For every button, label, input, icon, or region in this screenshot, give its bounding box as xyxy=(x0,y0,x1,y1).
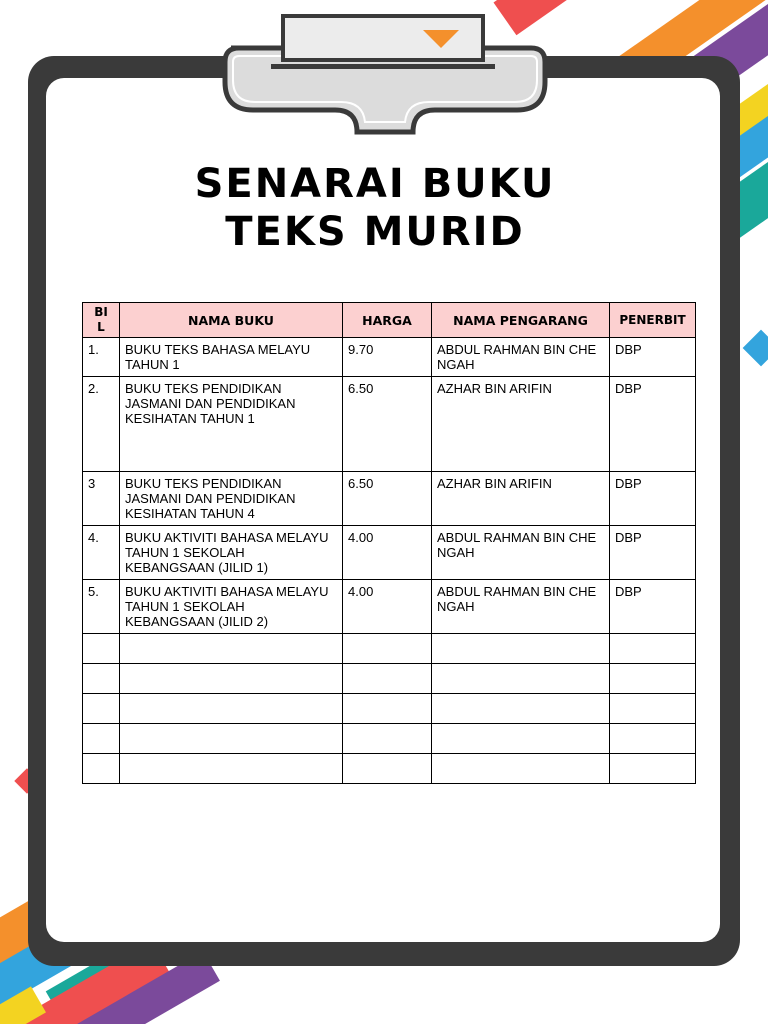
table-row xyxy=(83,526,696,580)
cell-penerbit: DBP xyxy=(610,377,696,472)
cell-penerbit: DBP xyxy=(610,472,696,526)
cell-harga: 9.70 xyxy=(343,338,432,377)
cell-nama-pengarang: ABDUL RAHMAN BIN CHE NGAH xyxy=(432,526,610,580)
empty-cell xyxy=(83,724,120,754)
cell-bil: 2. xyxy=(83,377,120,472)
empty-cell xyxy=(83,664,120,694)
cell-nama-pengarang: ABDUL RAHMAN BIN CHE NGAH xyxy=(432,338,610,377)
cell-harga: 4.00 xyxy=(343,526,432,580)
cell-harga: 6.50 xyxy=(343,377,432,472)
table-row xyxy=(83,472,696,526)
cell-bil: 5. xyxy=(83,580,120,634)
empty-cell xyxy=(120,724,343,754)
title-line-2: TEKS MURID xyxy=(225,209,525,255)
empty-cell xyxy=(610,634,696,664)
empty-cell xyxy=(610,724,696,754)
empty-cell xyxy=(432,664,610,694)
empty-cell xyxy=(610,754,696,784)
empty-table-row xyxy=(83,634,696,664)
cell-nama-buku: BUKU TEKS PENDIDIKAN JASMANI DAN PENDIDIKAN KESIHATAN TAHUN 4 xyxy=(120,472,343,526)
cell-penerbit: DBP xyxy=(610,526,696,580)
empty-table-row xyxy=(83,724,696,754)
cell-harga: 6.50 xyxy=(343,472,432,526)
book-list-table xyxy=(82,302,696,784)
empty-cell xyxy=(120,754,343,784)
empty-cell xyxy=(610,694,696,724)
empty-cell xyxy=(120,664,343,694)
empty-cell xyxy=(432,694,610,724)
empty-cell xyxy=(343,664,432,694)
empty-cell xyxy=(432,634,610,664)
clipboard-clip-icon xyxy=(215,10,555,140)
empty-table-row xyxy=(83,664,696,694)
empty-cell xyxy=(83,754,120,784)
cell-bil: 4. xyxy=(83,526,120,580)
page-title xyxy=(120,160,630,256)
table-row xyxy=(83,338,696,377)
empty-table-row xyxy=(83,754,696,784)
cell-penerbit: DBP xyxy=(610,580,696,634)
stripe xyxy=(743,330,768,367)
cell-penerbit: DBP xyxy=(610,338,696,377)
header-harga: HARGA xyxy=(343,303,432,338)
empty-cell xyxy=(432,724,610,754)
header-nama-buku: NAMA BUKU xyxy=(120,303,343,338)
header-penerbit: PENERBIT xyxy=(610,303,696,338)
header-nama-pengarang: NAMA PENGARANG xyxy=(432,303,610,338)
empty-cell xyxy=(343,754,432,784)
cell-nama-pengarang: AZHAR BIN ARIFIN xyxy=(432,472,610,526)
cell-nama-buku: BUKU TEKS PENDIDIKAN JASMANI DAN PENDIDIKAN KESIHATAN TAHUN 1 xyxy=(120,377,343,472)
cell-nama-pengarang: AZHAR BIN ARIFIN xyxy=(432,377,610,472)
header-bil: BIL xyxy=(83,303,120,338)
empty-table-row xyxy=(83,694,696,724)
cell-nama-buku: BUKU TEKS BAHASA MELAYU TAHUN 1 xyxy=(120,338,343,377)
title-line-1: SENARAI BUKU xyxy=(194,161,556,207)
table-header-row xyxy=(83,303,696,338)
table-row xyxy=(83,580,696,634)
empty-cell xyxy=(120,634,343,664)
cell-harga: 4.00 xyxy=(343,580,432,634)
cell-bil: 1. xyxy=(83,338,120,377)
empty-cell xyxy=(432,754,610,784)
empty-cell xyxy=(343,724,432,754)
empty-cell xyxy=(343,694,432,724)
empty-cell xyxy=(83,694,120,724)
cell-bil: 3 xyxy=(83,472,120,526)
empty-cell xyxy=(120,694,343,724)
empty-cell xyxy=(610,664,696,694)
cell-nama-buku: BUKU AKTIVITI BAHASA MELAYU TAHUN 1 SEKOLAH KEBANGSAAN (JILID 1) xyxy=(120,526,343,580)
empty-cell xyxy=(83,634,120,664)
cell-nama-pengarang: ABDUL RAHMAN BIN CHE NGAH xyxy=(432,580,610,634)
empty-cell xyxy=(343,634,432,664)
cell-nama-buku: BUKU AKTIVITI BAHASA MELAYU TAHUN 1 SEKOLAH KEBANGSAAN (JILID 2) xyxy=(120,580,343,634)
table-row xyxy=(83,377,696,472)
